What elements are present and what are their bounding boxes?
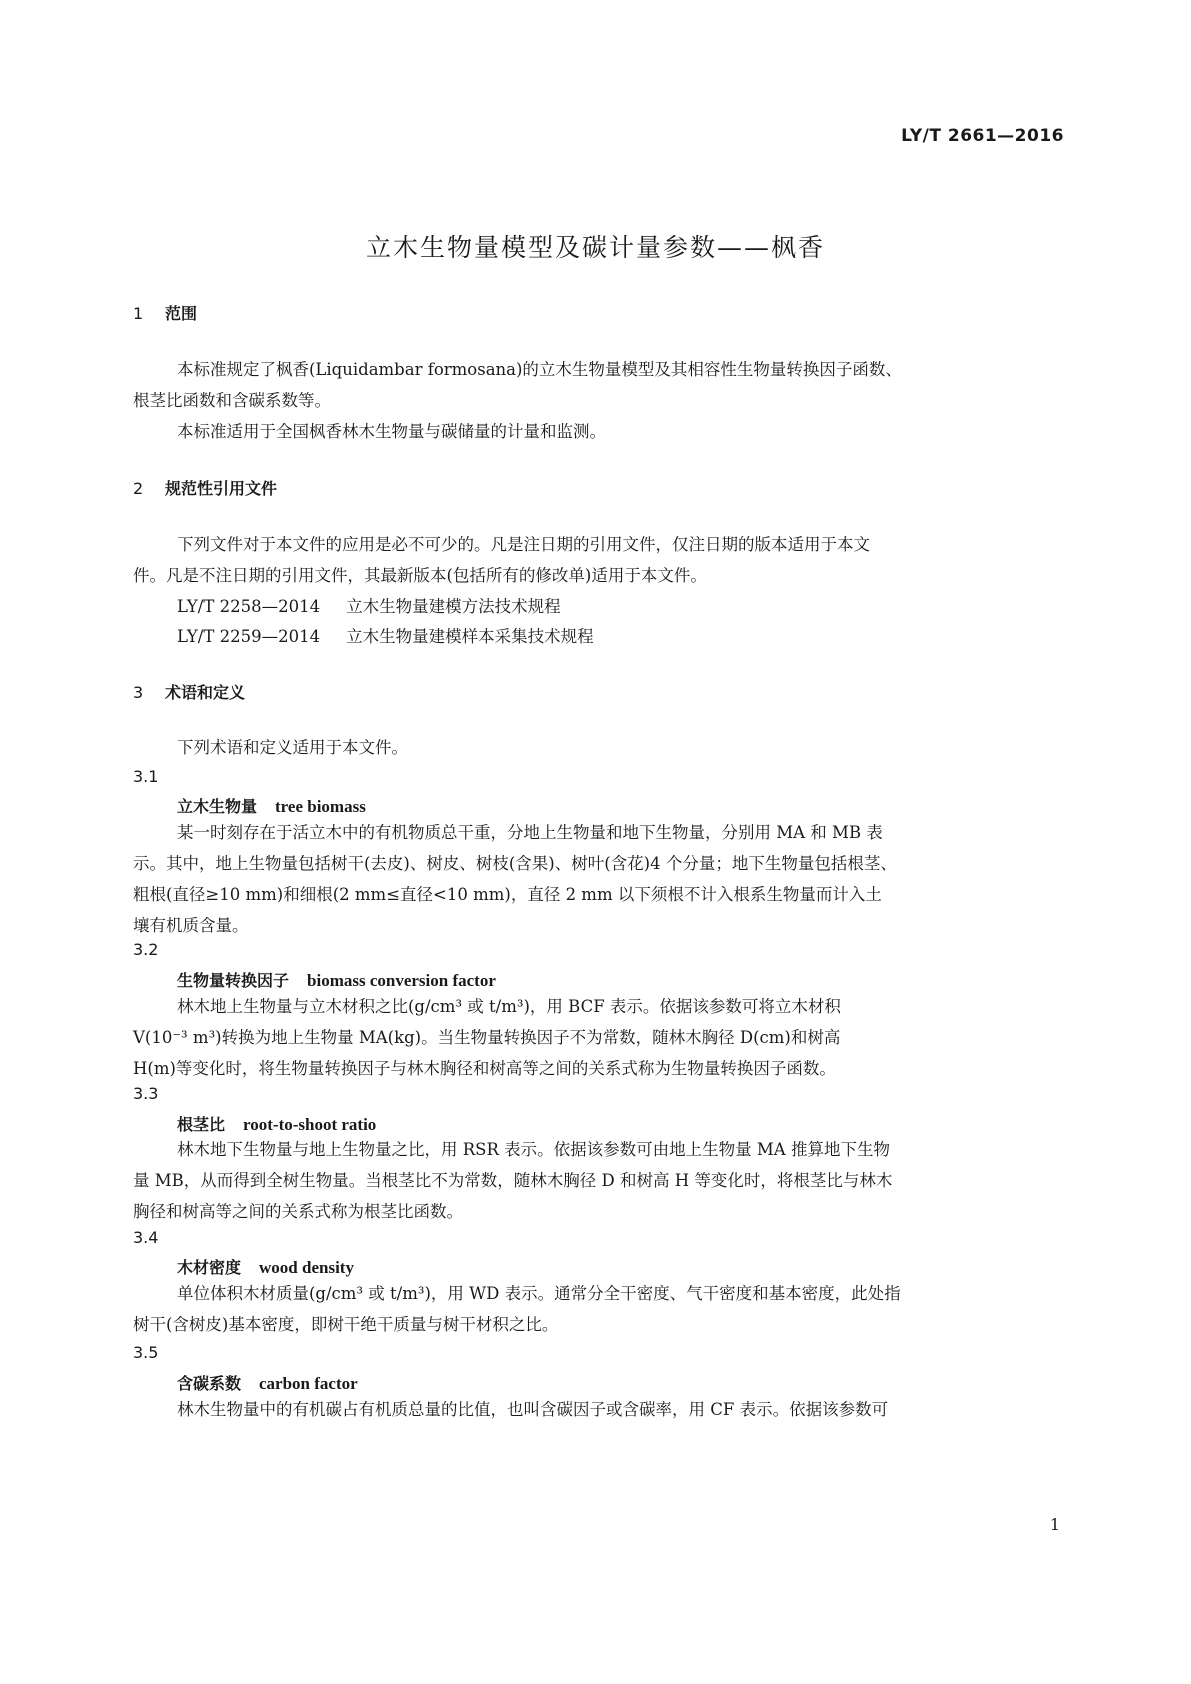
- document-title: 立木生物量模型及碳计量参数——枫香: [365, 233, 825, 262]
- definition-line: 单位体积木材质量(g/cm³ 或 t/m³)，用 WD 表示。通常分全干密度、气干密度和基本密度，此处指: [177, 1284, 901, 1303]
- term-en: carbon factor: [259, 1374, 358, 1393]
- section-title: 术语和定义: [165, 683, 246, 702]
- paragraph-line: 件。凡是不注日期的引用文件，其最新版本(包括所有的修改单)适用于本文件。: [133, 566, 707, 585]
- term-heading: [177, 968, 496, 991]
- term-heading: [177, 1255, 354, 1278]
- term-zh: 木材密度: [177, 1258, 242, 1277]
- term-definition: [133, 991, 1059, 1084]
- scope-paragraph-1: [133, 354, 1059, 447]
- reference-code: LY/T 2259—2014: [177, 627, 321, 646]
- term-en: biomass conversion factor: [307, 971, 496, 990]
- definition-line: 胸径和树高等之间的关系式称为根茎比函数。: [133, 1202, 463, 1221]
- section-heading-normative-references: [133, 476, 277, 499]
- definition-line: H(m)等变化时，将生物量转换因子与林木胸径和树高等之间的关系式称为生物量转换因子函数。: [133, 1059, 836, 1078]
- term-en: root-to-shoot ratio: [243, 1115, 377, 1134]
- reference-code: LY/T 2258—2014: [177, 597, 321, 616]
- section-title: 规范性引用文件: [165, 479, 278, 498]
- paragraph-line: 下列文件对于本文件的应用是必不可少的。凡是注日期的引用文件，仅注日期的版本适用于本文: [177, 535, 870, 554]
- paragraph-line: 本标准规定了枫香(Liquidambar formosana)的立木生物量模型及其相容性生物量转换因子函数、: [177, 360, 902, 379]
- term-heading: [177, 1112, 376, 1135]
- scope-paragraph-2: 本标准适用于全国枫香林木生物量与碳储量的计量和监测。: [177, 422, 606, 441]
- section-number: 3: [133, 683, 144, 702]
- term-definition: [133, 1394, 1059, 1425]
- section-number: 2: [133, 479, 144, 498]
- term-number: 3.2: [133, 940, 159, 959]
- reference-name: 立木生物量建模样本采集技术规程: [346, 627, 594, 646]
- references-paragraph: [133, 529, 1059, 591]
- reference-name: 立木生物量建模方法技术规程: [346, 597, 561, 616]
- section-title: 范围: [165, 304, 198, 323]
- paragraph-line: 根茎比函数和含碳系数等。: [133, 391, 331, 410]
- page-number: 1: [1049, 1515, 1060, 1534]
- term-en: tree biomass: [275, 797, 366, 816]
- reference-item: [177, 593, 561, 617]
- term-number: 3.5: [133, 1343, 159, 1362]
- definition-line: 量 MB，从而得到全树生物量。当根茎比不为常数，随林木胸径 D 和树高 H 等变化时，将根茎比与林木: [133, 1171, 893, 1190]
- term-zh: 生物量转换因子: [177, 971, 290, 990]
- reference-item: [177, 623, 594, 647]
- terms-intro: 下列术语和定义适用于本文件。: [177, 738, 408, 757]
- document-code: LY/T 2661—2016: [901, 126, 1064, 146]
- definition-line: 某一时刻存在于活立木中的有机物质总干重，分地上生物量和地下生物量，分别用 MA 和 MB 表: [177, 823, 883, 842]
- term-definition: [133, 1278, 1059, 1340]
- definition-line: 粗根(直径≥10 mm)和细根(2 mm≤直径<10 mm)，直径 2 mm 以下须根不计入根系生物量而计入土: [133, 885, 882, 904]
- term-heading: [177, 1371, 358, 1394]
- definition-line: 壤有机质含量。: [133, 916, 249, 935]
- definition-line: 林木生物量中的有机碳占有机质总量的比值，也叫含碳因子或含碳率，用 CF 表示。依据该参数可: [177, 1400, 889, 1419]
- term-zh: 根茎比: [177, 1115, 226, 1134]
- term-definition: [133, 1134, 1059, 1227]
- section-heading-terms-definitions: [133, 680, 245, 703]
- definition-line: 树干(含树皮)基本密度，即树干绝干质量与树干材积之比。: [133, 1315, 559, 1334]
- term-number: 3.3: [133, 1084, 159, 1103]
- section-number: 1: [133, 304, 144, 323]
- definition-line: 林木地下生物量与地上生物量之比，用 RSR 表示。依据该参数可由地上生物量 MA 推算地下生物: [177, 1140, 890, 1159]
- term-number: 3.4: [133, 1228, 159, 1247]
- definition-line: 林木地上生物量与立木材积之比(g/cm³ 或 t/m³)，用 BCF 表示。依据该参数可将立木材积: [177, 997, 841, 1016]
- term-heading: [177, 794, 366, 817]
- term-definition: [133, 817, 1059, 941]
- term-zh: 立木生物量: [177, 797, 258, 816]
- term-number: 3.1: [133, 767, 159, 786]
- term-en: wood density: [259, 1258, 354, 1277]
- definition-line: 示。其中，地上生物量包括树干(去皮)、树皮、树枝(含果)、树叶(含花)4 个分量；地下生物量包括根茎、: [133, 854, 897, 873]
- section-heading-scope: [133, 301, 197, 324]
- definition-line: V(10⁻³ m³)转换为地上生物量 MA(kg)。当生物量转换因子不为常数，随林木胸径 D(cm)和树高: [133, 1028, 841, 1047]
- term-zh: 含碳系数: [177, 1374, 242, 1393]
